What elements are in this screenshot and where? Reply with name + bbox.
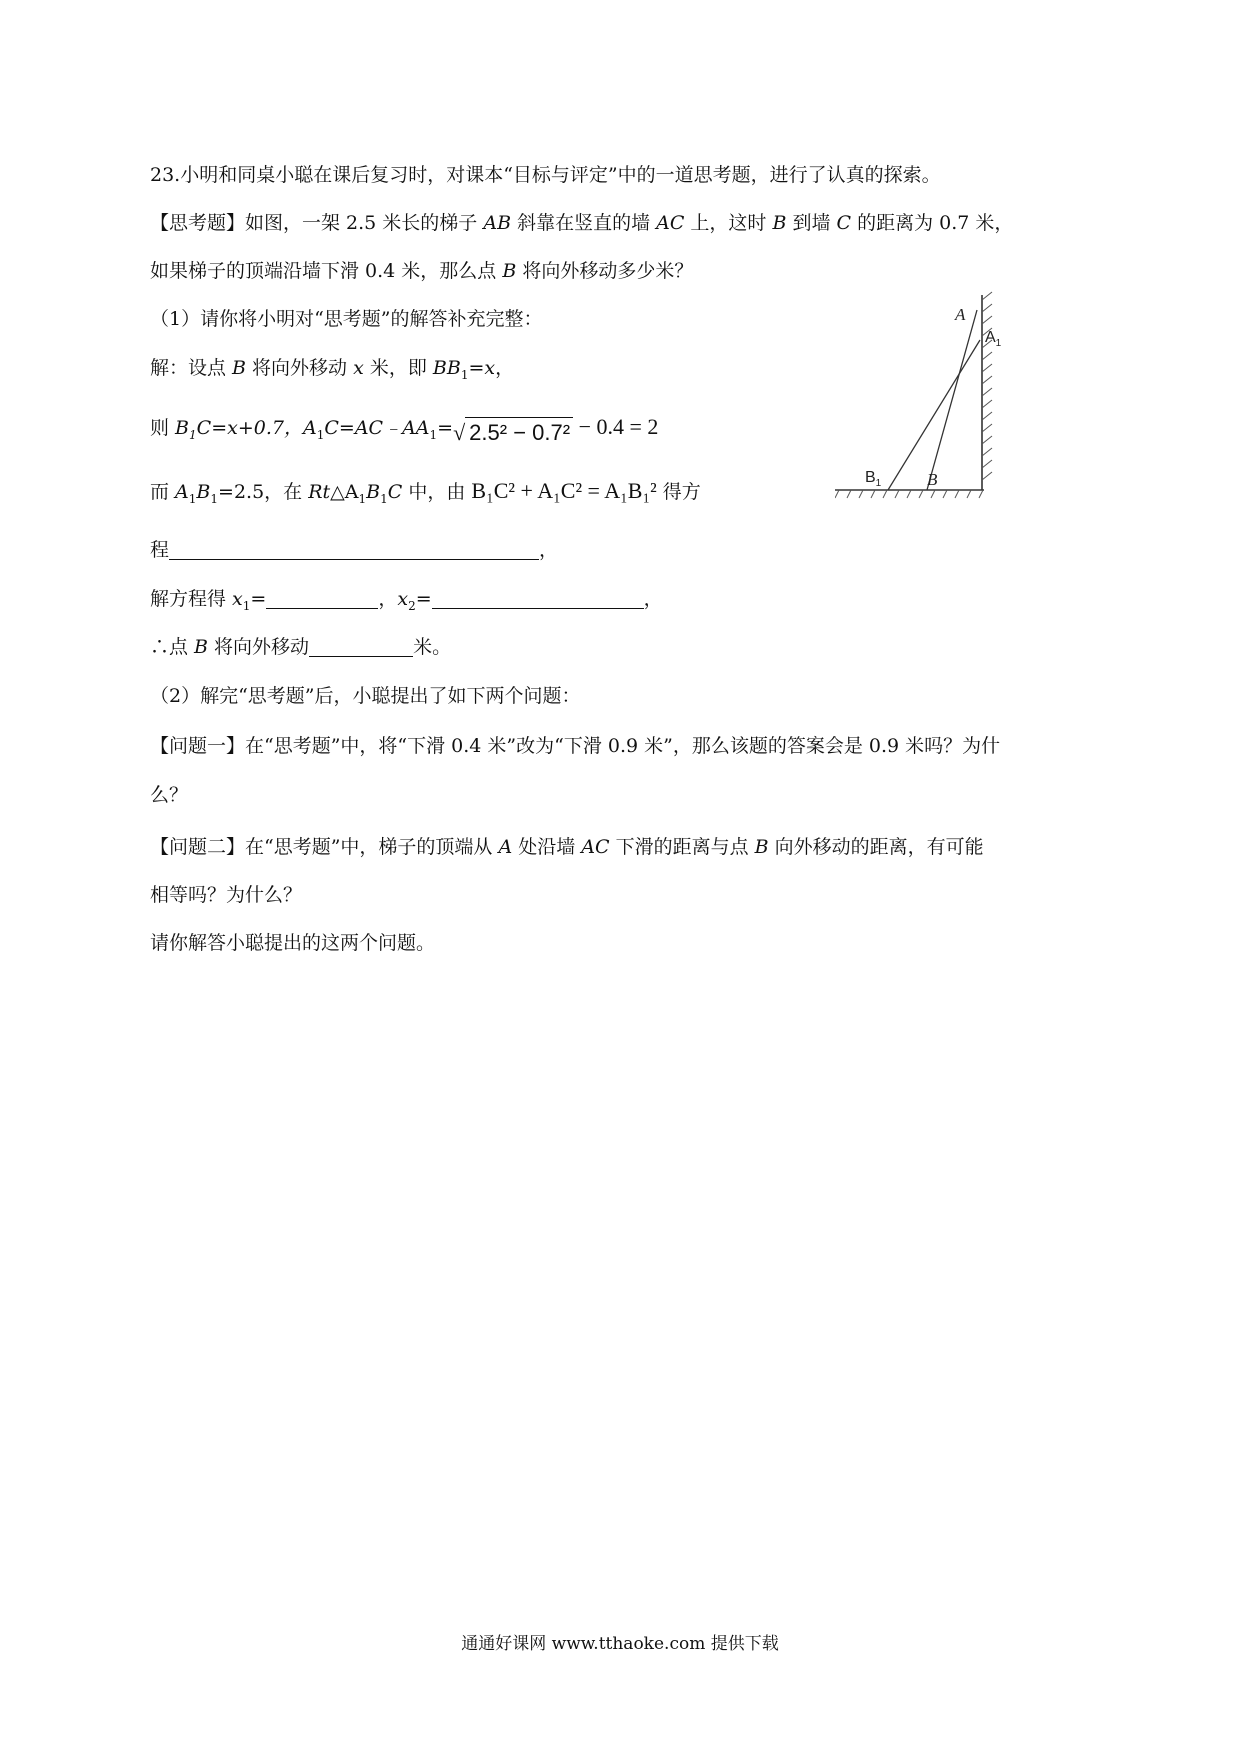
part2-heading: （2）解完“思考题”后，小聪提出了如下两个问题：	[150, 685, 581, 707]
solution-line-6: ∴点 B 将向外移动 米。	[150, 636, 452, 658]
footer-text: 通通好课网 www.tthaoke.com 提供下载	[461, 1634, 779, 1654]
label-A: A	[955, 305, 966, 324]
think-line-2: 如果梯子的顶端沿墙下滑 0.4 米，那么点 B 将向外移动多少米？	[150, 260, 694, 282]
equation-blank[interactable]	[169, 539, 539, 560]
solution-line-4: 程 ，	[150, 539, 559, 561]
final-instruction: 请你解答小聪提出的这两个问题。	[150, 932, 436, 954]
wall-hatching	[982, 292, 992, 480]
ladder-AB	[927, 310, 977, 490]
solution-line-2: 则 $B_1C=x+0.7$，$A_1C=AC﹣AA_1=√$ 2.5² − 0.7² − 0.4 = 2	[150, 414, 659, 445]
part1-heading: （1）请你将小明对“思考题”的解答补充完整：	[150, 308, 543, 330]
think-line-1: 【思考题】如图，一架 2.5 米长的梯子 AB 斜靠在竖直的墙 AC 上，这时 B 到墙 C 的距离为 0.7 米，	[150, 212, 1014, 234]
x2-blank[interactable]	[432, 588, 644, 609]
ladder-A1B1	[888, 340, 980, 490]
problem2-line-1: 【问题二】在“思考题”中，梯子的顶端从 A 处沿墙 AC 下滑的距离与点 B 向外移动的距离，有可能	[150, 836, 984, 858]
x1-blank[interactable]	[266, 588, 378, 609]
sqrt-expression: √ 2.5² − 0.7²	[453, 417, 573, 447]
problem2-line-2: 相等吗？为什么？	[150, 884, 303, 906]
ground-hatching	[835, 490, 983, 498]
solution-line-1: 解：设点 B 将向外移动 x 米，即 $BB_1=x$，	[150, 357, 515, 382]
problem1-line-1: 【问题一】在“思考题”中，将“下滑 0.4 米”改为“下滑 0.9 米”，那么该题的答案会是 0.9 米吗？为什	[150, 735, 1001, 757]
ladder-figure	[835, 290, 1015, 510]
solution-line-3: 而 $A_1B_1=2.5$，在 $Rt\triangle A_1B_1C$ 中，由 B₁C² + A₁C² = A₁B₁² 得方	[150, 478, 701, 506]
label-A1: $A_1$	[985, 329, 1002, 349]
problem1-line-2: 么？	[150, 784, 189, 806]
label-B1: $B_1$	[865, 469, 882, 489]
label-B: B	[927, 470, 938, 489]
solution-line-5: 解方程得 $x_1=$ ，$x_2=$ ，	[150, 588, 663, 613]
intro-text: 23.小明和同桌小聪在课后复习时，对课本“目标与评定”中的一道思考题，进行了认真的探索。	[150, 164, 941, 186]
move-distance-blank[interactable]	[309, 636, 413, 657]
